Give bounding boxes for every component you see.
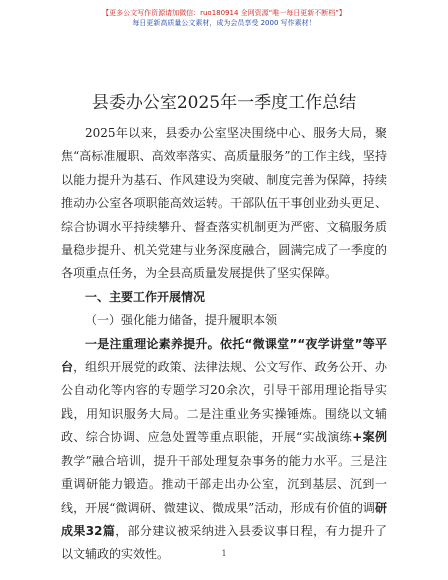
header-subtitle-line: 每日更新高质量公文素材，成为会员享受 2000 写作素材！ (132, 19, 316, 27)
header-promo-line: 【更多公文写作资源请加微信：ruo180914 全网资源“唯一每日更新不断档”】 (102, 9, 346, 17)
paragraph-text-2: 教学”融合培训，提升干部处理复杂事务的能力水平。三是注重调研能力锻造。推动干部走出办公室，沉到基层、沉到一线，开展“微调研、微建议、微成果”活动，形成有价值的调 (61, 453, 387, 515)
paragraph-text-3: ，部分建议被采纳进入县委议事日程，有力提升了以文辅政的实效性。 (61, 523, 387, 562)
paragraph-lead: 一是注重理论素养提升。依托“微课堂”“夜学讲堂”等平台 (61, 336, 387, 375)
body-paragraph (61, 333, 387, 567)
paragraph-bold-2: 研成果32篇 (61, 500, 387, 538)
paragraph-bold-1: +案例 (352, 430, 387, 445)
subsection-heading: （一）强化能力储备，提升履职本领 (85, 313, 278, 328)
intro-paragraph: 2025年以来，县委办公室坚决围绕中心、服务大局，聚焦“高标准履职、高效率落实、高质量服务”的工作主线，坚持以能力提升为基石、作风建设为突破、制度完善为保障，持续推动办公室各项职能高效运转。干部队伍干事创业劲头更足、综合协调水平持续攀升、督查落实机制更为严密、文稿服务质量稳步提升、机关党建与业务深度融合，圆满完成了一季度的各项重点任务，为全县高质量发展提供了坚实保障。 (61, 126, 387, 281)
document-body (61, 122, 387, 567)
document-title: 县委办公室2025年一季度工作总结 (91, 93, 357, 113)
page-number: 1 (221, 549, 227, 558)
page-header (0, 8, 448, 28)
paragraph-text-1: ，组织开展党的政策、法律法规、公文写作、政务公开、办公自动化等内容的专题学习20余次，引导干部用理论指导实践，用知识服务大局。二是注重业务实操锤炼。围绕以文辅政、综合协调、应急处置等重点职能，开展“实战演练 (61, 360, 387, 445)
section-heading: 一、主要工作开展情况 (85, 289, 206, 304)
